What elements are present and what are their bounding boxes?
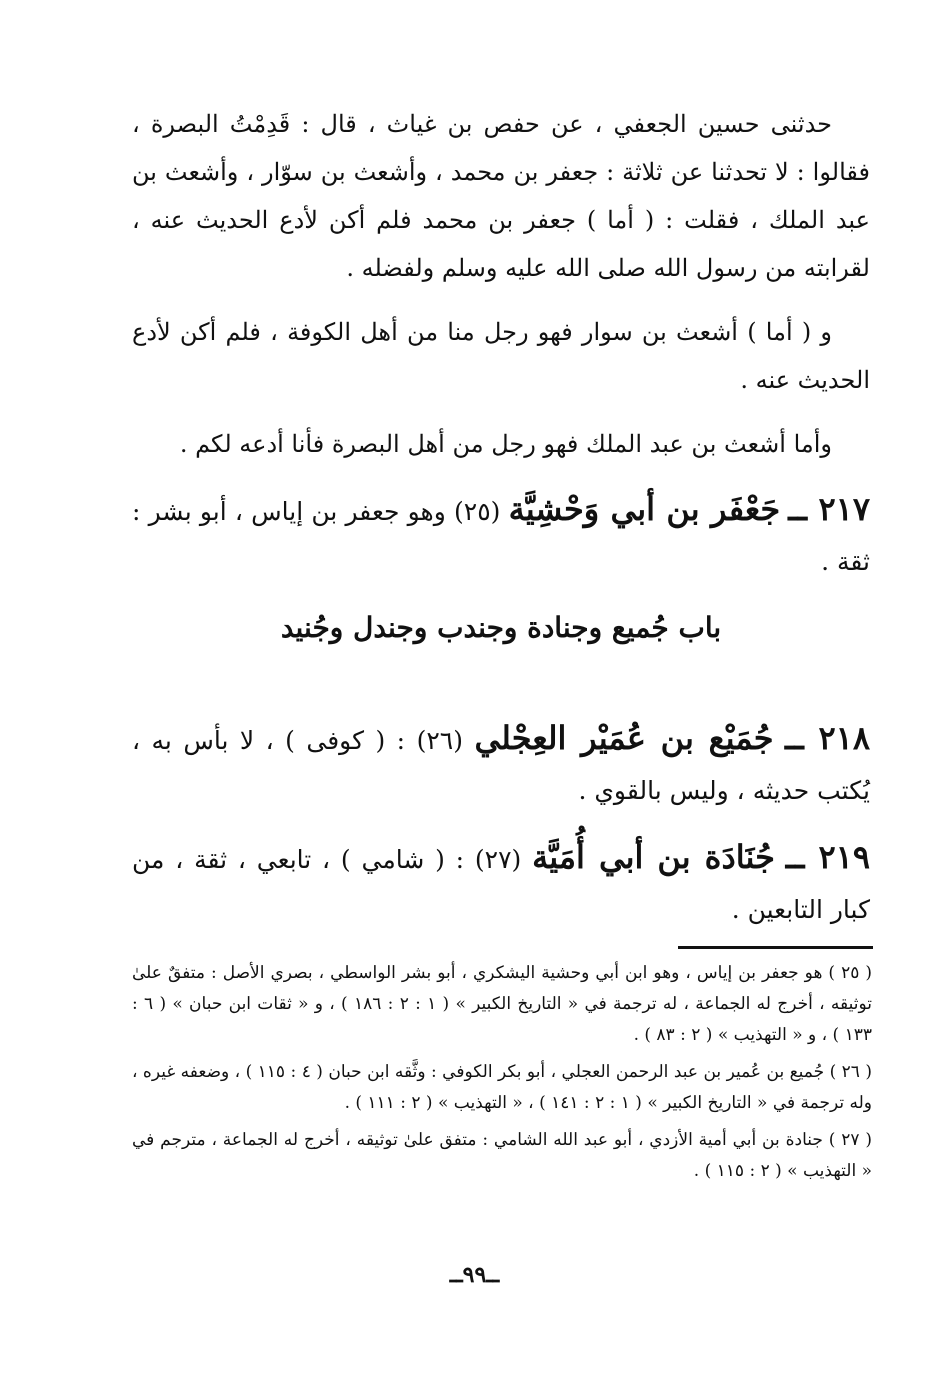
entry-text: : ( شامي ) ، تابعي ، ثقة ، من كبار التابعين . bbox=[132, 845, 870, 924]
narration-paragraph-2: و ( أما ) أشعث بن سوار فهو رجل منا من أهل الكوفة ، فلم أكن لأدع الحديث عنه . bbox=[132, 318, 870, 394]
footnote-divider bbox=[678, 946, 873, 949]
entry-number: ٢١٧ ــ bbox=[788, 490, 870, 528]
narrator-name: جُمَيْع بن عُمَيْر العِجْلي bbox=[474, 719, 774, 757]
footnote-27: ( ٢٧ ) جنادة بن أبي أمية الأزدي ، أبو عبد الله الشامي : متفق علىٰ توثيقه ، أخرج له الجماعة ، مترجم في « التهذيب » ( ٢ : ١١٥ ) . bbox=[132, 1130, 872, 1181]
narration-paragraph-1: حدثنى حسين الجعفي ، عن حفص بن غياث ، قال : قَدِمْتُ البصرة ، فقالوا : لا تحدثنا عن ثلاثة : جعفر بن محمد ، وأشعث بن سوّار ، وأشعث بن عبد الملك ، فقلت : ( أما ) جعفر بن محمد فلم أكن لأدع الحديث عنه ، لقرابته من رسول الله صلى الله عليه وسلم ولفضله . bbox=[132, 110, 870, 282]
narrator-name: جُنَادَة بن أبي أُمَيَّة bbox=[532, 838, 775, 876]
entry-text: وهو جعفر بن إياس ، أبو بشر : ثقة . bbox=[132, 497, 870, 576]
biography-entry-219 bbox=[132, 832, 870, 935]
entry-text: : ( كوفى ) ، لا بأس به ، يُكتب حديثه ، وليس بالقوي . bbox=[132, 726, 870, 805]
footnote-ref: (٢٦) bbox=[416, 726, 463, 755]
footnotes bbox=[132, 958, 872, 1193]
footnote-26: ( ٢٦ ) جُميع بن عُمير بن عبد الرحمن العجلي ، أبو بكر الكوفي : وثَّقه ابن حبان ( ٤ : ١١٥ ) ، وضعفه غيره ، وله ترجمة في « التاريخ الكبير » ( ١ : ٢ : ١٤١ ) ، « التهذيب » ( ٢ : ١١١ ) . bbox=[132, 1062, 872, 1113]
entry-number: ٢١٩ ــ bbox=[785, 838, 871, 876]
narrator-name: جَعْفَر بن أبي وَحْشِيَّة bbox=[508, 490, 781, 528]
entry-number: ٢١٨ ــ bbox=[785, 719, 871, 757]
main-text bbox=[132, 100, 870, 951]
footnote-25: ( ٢٥ ) هو جعفر بن إياس ، وهو ابن أبي وحشية اليشكري ، أبو بشر الواسطي ، بصري الأصل : متفقٌ علىٰ توثيقه ، أخرج له الجماعة ، له ترجمة في « التاريخ الكبير » ( ١ : ٢ : ١٨٦ ) ، و « ثقات ابن حبان » ( ٦ : ١٣٣ ) ، و « التهذيب » ( ٢ : ٨٣ ) . bbox=[132, 963, 872, 1045]
page-number: ــ٩٩ــ bbox=[449, 1262, 500, 1288]
biography-entry-217 bbox=[132, 484, 870, 587]
chapter-title: باب جُميع وجنادة وجندب وجندل وجُنيد bbox=[280, 611, 722, 644]
narration-paragraph-3: وأما أشعث بن عبد الملك فهو رجل من أهل البصرة فأنا أدعه لكم . bbox=[179, 430, 832, 458]
footnote-ref: (٢٧) bbox=[474, 845, 522, 874]
footnote-ref: (٢٥) bbox=[454, 497, 501, 526]
biography-entry-218 bbox=[132, 713, 870, 816]
